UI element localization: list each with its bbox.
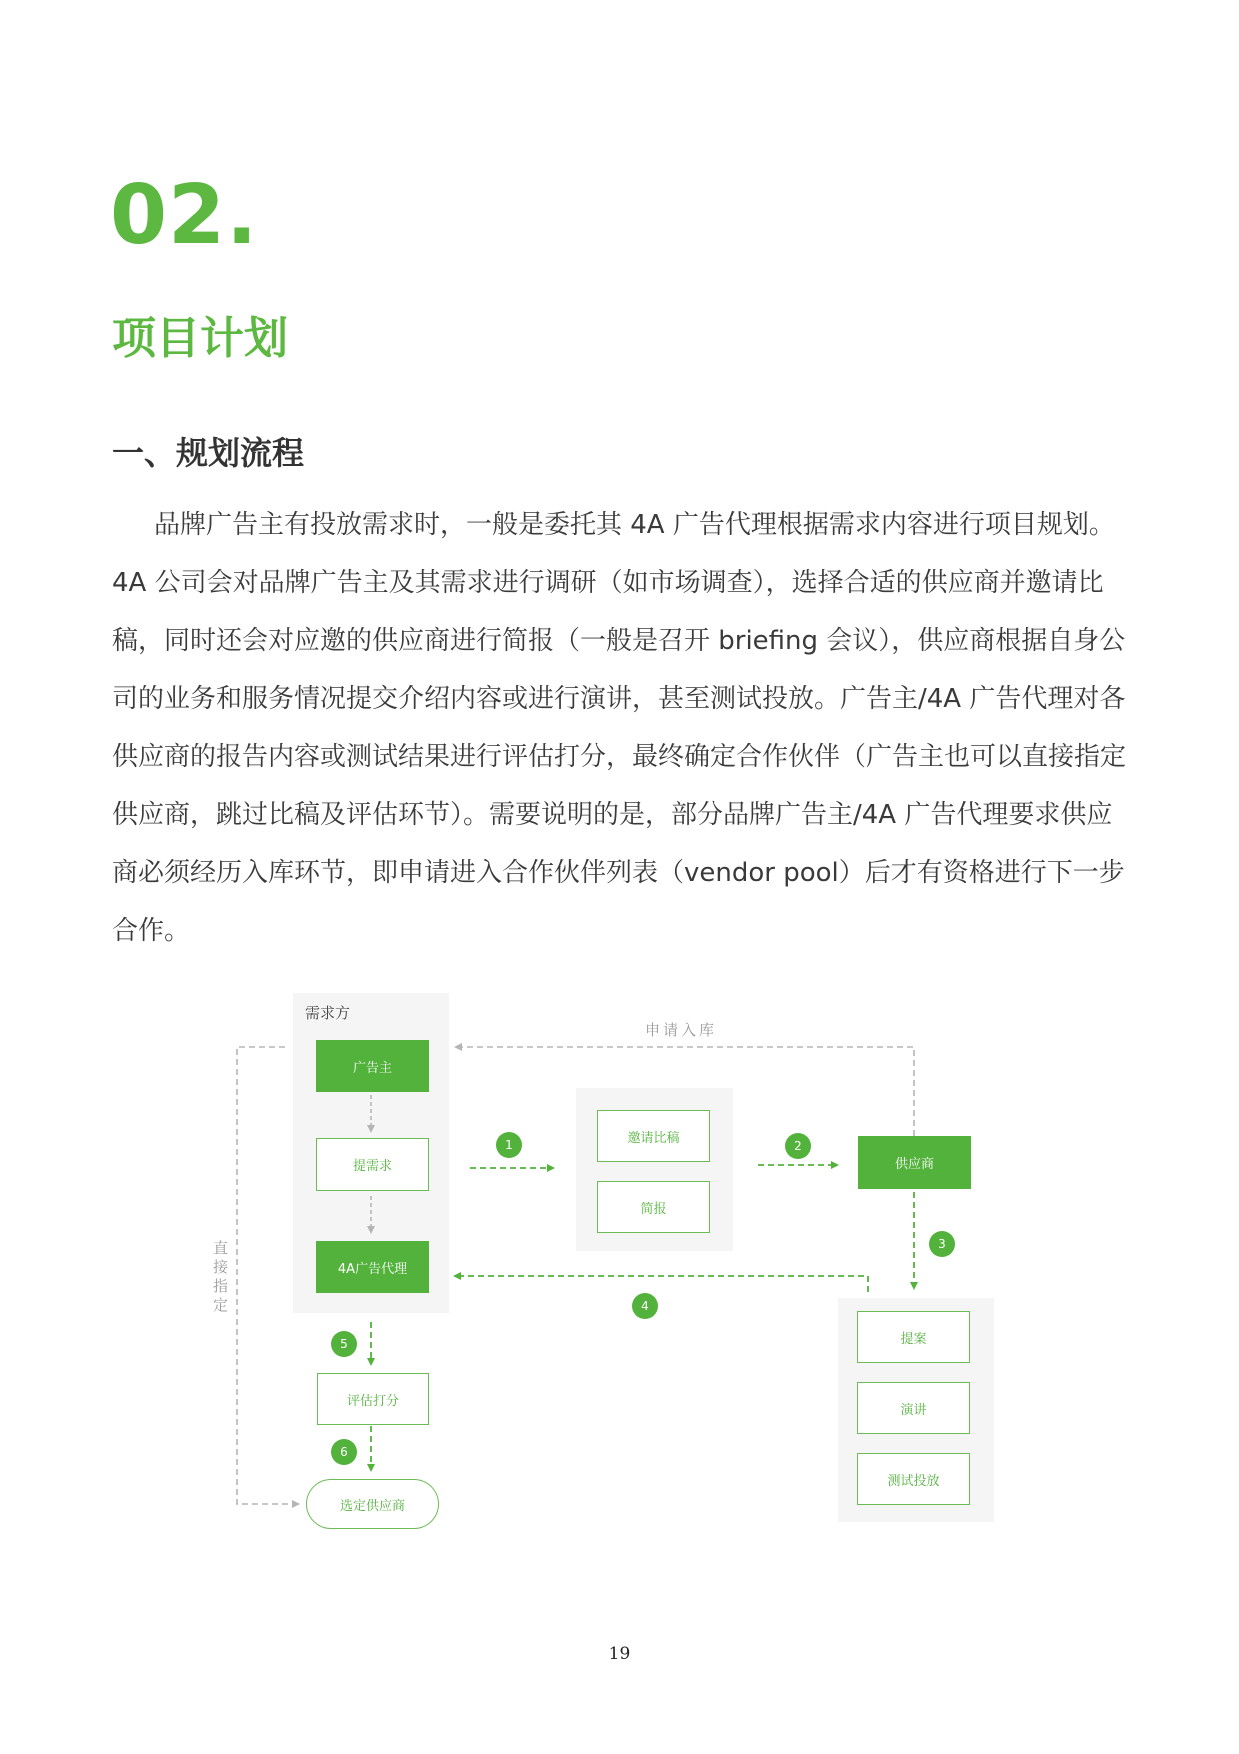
node-advertiser: 广告主 <box>316 1040 429 1092</box>
step-number-3: 3 <box>929 1231 955 1257</box>
node-briefing: 简报 <box>597 1181 710 1233</box>
node-presentation: 演讲 <box>857 1382 970 1434</box>
label-apply-pool: 申请入库 <box>645 1021 718 1039</box>
chapter-number: 02. <box>110 168 259 263</box>
node-test-delivery: 测试投放 <box>857 1453 970 1505</box>
chapter-title: 项目计划 <box>112 313 288 364</box>
step-number-6: 6 <box>331 1439 357 1465</box>
node-evaluate: 评估打分 <box>317 1373 429 1425</box>
label-direct-assign: 直接指定 <box>211 1240 229 1316</box>
node-invite-pitch: 邀请比稿 <box>597 1110 710 1162</box>
step-number-4: 4 <box>632 1293 658 1319</box>
step-number-1: 1 <box>496 1132 522 1158</box>
node-proposal: 提案 <box>857 1311 970 1363</box>
body-paragraph: 品牌广告主有投放需求时，一般是委托其 4A 广告代理根据需求内容进行项目规划。4A 公司会对品牌广告主及其需求进行调研（如市场调查），选择合适的供应商并邀请比稿，同时还会对应邀的供应商进行简报（一般是召开 briefing 会议），供应商根据自身公司的业务和服务情况提交介绍内容或进行演讲，甚至测试投放。广告主/4A 广告代理对各供应商的报告内容或测试结果进行评估打分，最终确定合作伙伴（广告主也可以直接指定供应商，跳过比稿及评估环节）。需要说明的是，部分品牌广告主/4A 广告代理要求供应商必须经历入库环节，即申请进入合作伙伴列表（vendor pool）后才有资格进行下一步合作。 <box>112 510 1127 946</box>
demand-side-label: 需求方 <box>305 1004 351 1022</box>
step-number-5: 5 <box>331 1331 357 1357</box>
node-4a-agency: 4A广告代理 <box>316 1241 429 1293</box>
arrow-step-4 <box>455 1276 868 1292</box>
node-select-supplier: 选定供应商 <box>306 1479 439 1529</box>
step-number-2: 2 <box>785 1133 811 1159</box>
node-supplier: 供应商 <box>858 1136 971 1189</box>
section-title: 一、规划流程 <box>112 434 305 472</box>
arrow-direct-assign <box>237 1047 298 1504</box>
node-raise-demand: 提需求 <box>316 1138 429 1191</box>
page-number: 19 <box>608 1644 631 1664</box>
